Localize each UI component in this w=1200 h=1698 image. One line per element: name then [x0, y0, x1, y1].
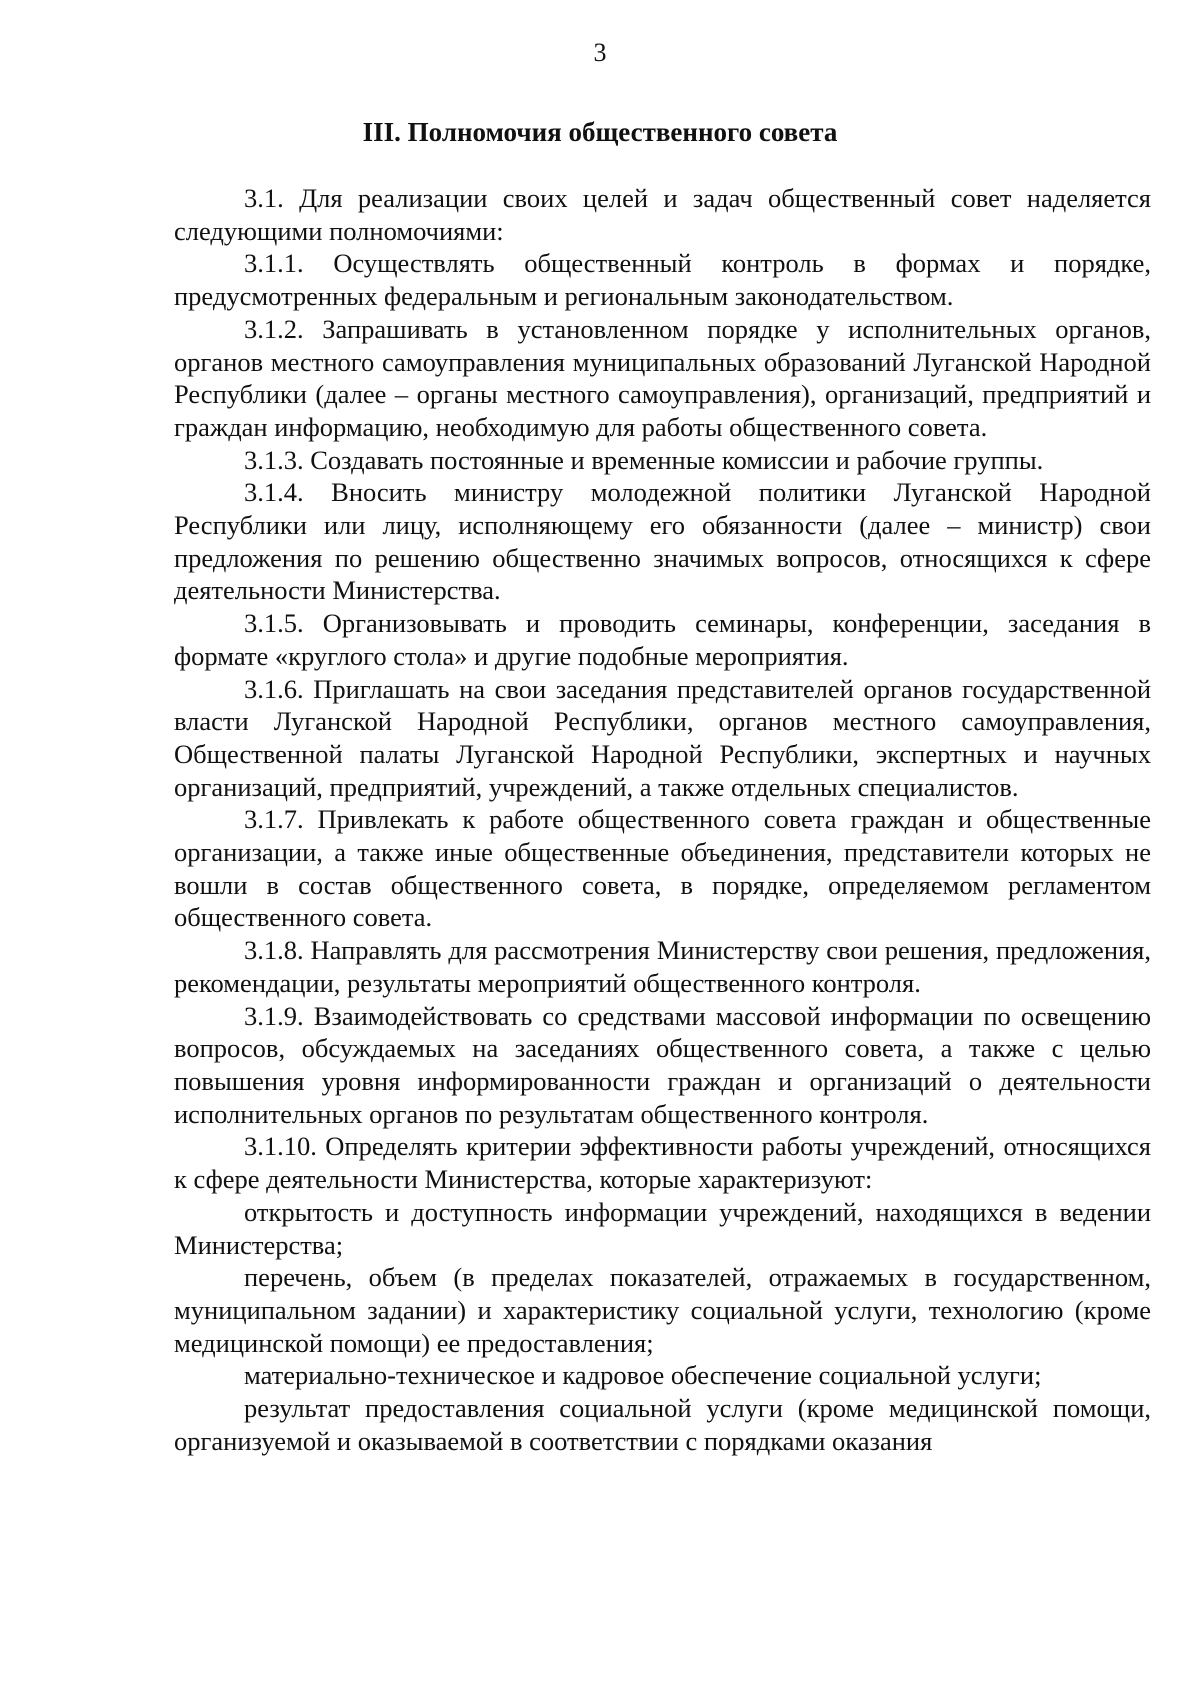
criteria-item-resources: материально-техническое и кадровое обеспечение социальной услуги;	[244, 1360, 1042, 1391]
section-title: III. Полномочия общественного совета	[362, 117, 838, 147]
body-text	[174, 182, 1151, 1457]
paragraph-3-1-2: 3.1.2. Запрашивать в установленном порядке у исполнительных органов, органов местного самоуправления муниципальных образований Луганской Народной Республики (далее – органы местного самоуправления), организаций, предприятий и граждан информацию, необходимую для работы общественного совета.	[174, 313, 1151, 442]
paragraph-3-1-6: 3.1.6. Приглашать на свои заседания представителей органов государственной власти Луганской Народной Республики, органов местного самоуправления, Общественной палаты Луганской Народной Республики, экспертных и научных организаций, предприятий, учреждений, а также отдельных специалистов.	[174, 673, 1151, 802]
paragraph-3-1-4: 3.1.4. Вносить министру молодежной политики Луганской Народной Республики или лицу, исполняющему его обязанности (далее – министр) свои предложения по решению общественно значимых вопросов, относящихся к сфере деятельности Министерства.	[174, 477, 1151, 606]
paragraph-3-1-5: 3.1.5. Организовывать и проводить семинары, конференции, заседания в формате «круглого стола» и другие подобные мероприятия.	[174, 608, 1151, 671]
paragraph-3-1-3: 3.1.3. Создавать постоянные и временные комиссии и рабочие группы.	[244, 444, 1044, 475]
paragraph-3-1-1: 3.1.1. Осуществлять общественный контроль в формах и порядке, предусмотренных федеральным и региональным законодательством.	[174, 248, 1151, 312]
criteria-item-scope: перечень, объем (в пределах показателей, отражаемых в государственном, муниципальном задании) и характеристику социальной услуги, технологию (кроме медицинской помощи) ее предоставления;	[174, 1262, 1151, 1358]
paragraph-3-1-10: 3.1.10. Определять критерии эффективности работы учреждений, относящихся к сфере деятельности Министерства, которые характеризуют:	[174, 1131, 1151, 1195]
paragraph-3-1-7: 3.1.7. Привлекать к работе общественного совета граждан и общественные организации, а также иные общественные объединения, представители которых не вошли в состав общественного совета, в порядке, определяемом регламентом общественного совета.	[174, 804, 1151, 933]
paragraph-3-1: 3.1. Для реализации своих целей и задач общественный совет наделяется следующими полномочиями:	[174, 183, 1151, 246]
criteria-item-result: результат предоставления социальной услуги (кроме медицинской помощи, организуемой и оказываемой в соответствии с порядками оказания	[174, 1393, 1151, 1456]
paragraph-3-1-8: 3.1.8. Направлять для рассмотрения Министерству свои решения, предложения, рекомендации, результаты мероприятий общественного контроля.	[174, 935, 1151, 998]
paragraph-3-1-9: 3.1.9. Взаимодействовать со средствами массовой информации по освещению вопросов, обсуждаемых на заседаниях общественного совета, а также с целью повышения уровня информированности граждан и организаций о деятельности исполнительных органов по результатам общественного контроля.	[174, 1000, 1151, 1129]
page-number: 3	[593, 38, 607, 67]
criteria-item-openness: открытость и доступность информации учреждений, находящихся в ведении Министерства;	[174, 1196, 1151, 1260]
